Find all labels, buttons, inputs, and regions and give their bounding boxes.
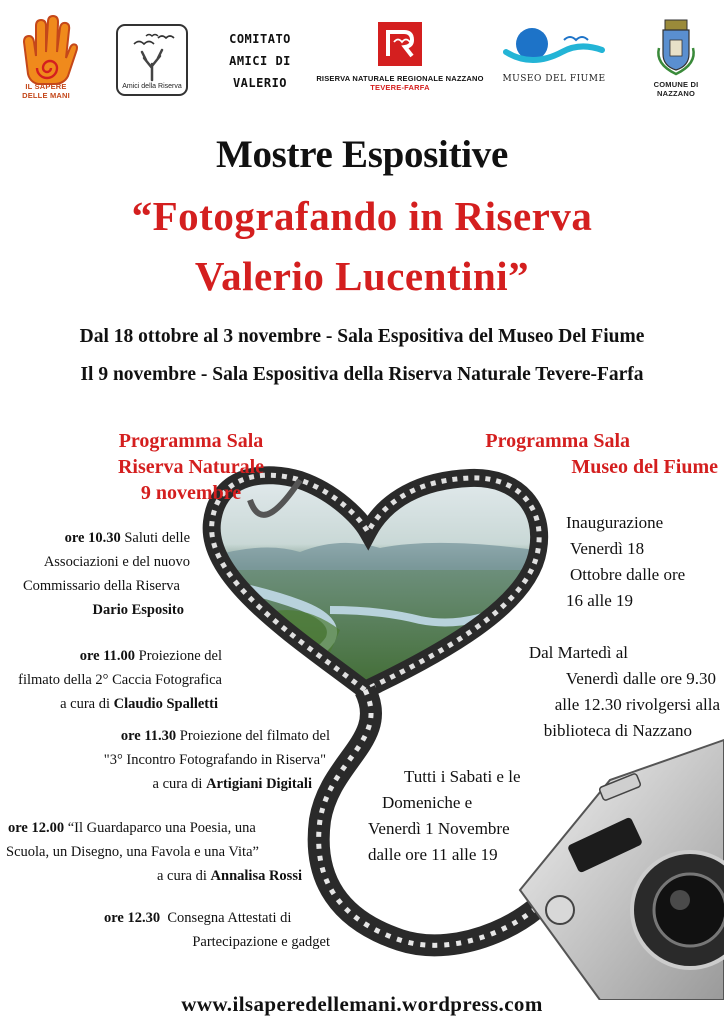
program-item-1100 — [0, 644, 222, 716]
item-time: ore 11.30 — [120, 728, 177, 744]
item-time: ore 12.30 — [104, 910, 161, 926]
item-text: Scuola, un Disegno, una Favola e una Vita” — [6, 844, 259, 860]
dates-line-2: Il 9 novembre - Sala Espositiva della Riserva Naturale Tevere-Farfa — [80, 364, 644, 385]
comune-crest-icon — [653, 18, 699, 78]
program-item-1130 — [40, 724, 330, 796]
riserva-logo-icon — [378, 22, 422, 66]
item-text: a cura di — [60, 696, 111, 712]
item-text: Partecipazione e gadget — [192, 934, 330, 950]
comune-logo — [634, 18, 718, 108]
comune-text-2: NAZZANO — [656, 89, 696, 98]
museo-logo — [496, 22, 612, 102]
riserva-logo-text-2: TEVERE-FARFA — [370, 83, 430, 92]
inaug-line-1: Inaugurazione — [566, 513, 664, 532]
item-text: a cura di — [156, 868, 207, 884]
wkend-line-1: Tutti i Sabati e le — [404, 767, 521, 786]
item-name: Dario Esposito — [92, 602, 184, 618]
program-item-1030 — [0, 526, 200, 550]
item-time: ore 11.00 — [79, 648, 136, 664]
program-item-1200 — [6, 816, 316, 888]
week-line-1: Dal Martedì al — [528, 643, 628, 662]
item-text: Commissario della Riserva — [22, 578, 180, 594]
item-text: Saluti delle — [124, 530, 190, 546]
item-text: Consegna Attestati di — [167, 910, 292, 926]
riserva-logo-text-1: RISERVA NATURALE REGIONALE NAZZANO — [316, 74, 484, 83]
weekday-hours-text — [450, 640, 722, 744]
item-text: Proiezione del — [138, 648, 222, 664]
main-title: Mostre Espositive — [215, 133, 509, 176]
right-heading-line-1: Programma Sala — [485, 430, 630, 452]
left-program-heading — [60, 428, 322, 506]
amici-logo-text: Amici della Riserva — [122, 83, 182, 90]
dates-line-1: Dal 18 ottobre al 3 novembre - Sala Espositiva del Museo Del Fiume — [79, 326, 645, 347]
item-time: ore 12.00 — [8, 820, 65, 836]
weekend-hours-text — [368, 764, 578, 868]
right-heading-line-2: Museo del Fiume — [571, 456, 718, 478]
website-url[interactable]: www.ilsaperedellemani.wordpress.com — [181, 992, 543, 1016]
week-line-4: biblioteca di Nazzano — [543, 721, 692, 740]
program-item-1030-b — [0, 550, 200, 622]
week-line-2: Venerdì dalle ore 9.30 — [565, 669, 716, 688]
item-name: Annalisa Rossi — [210, 868, 302, 884]
museo-logo-text: MUSEO DEL FIUME — [502, 74, 606, 84]
red-title-line-2: Valerio Lucentini” — [194, 253, 530, 299]
inauguration-text — [566, 510, 722, 614]
inaug-line-4: 16 alle 19 — [566, 591, 634, 610]
item-time: ore 10.30 — [64, 530, 121, 546]
item-text: Associazioni e del nuovo — [43, 554, 190, 570]
left-heading-line-1: Programma Sala — [118, 430, 264, 452]
item-text: filmato della 2° Caccia Fotografica — [18, 672, 222, 688]
red-title-line-1: “Fotografando in Riserva — [131, 193, 593, 239]
inaug-line-3: Ottobre dalle ore — [570, 565, 686, 584]
item-text: Proiezione del filmato del — [179, 728, 330, 744]
left-heading-line-3: 9 novembre — [140, 482, 242, 504]
left-heading-line-2: Riserva Naturale — [117, 456, 265, 478]
hand-logo — [14, 12, 78, 102]
comitato-logo — [214, 28, 306, 94]
wkend-line-3: Venerdì 1 Novembre — [368, 819, 510, 838]
item-name: Artigiani Digitali — [206, 776, 312, 792]
wkend-line-2: Domeniche e — [382, 793, 473, 812]
comitato-text-1: COMITATO — [229, 32, 291, 46]
museo-wave-logo-icon — [502, 22, 606, 70]
right-program-heading — [440, 428, 718, 480]
wkend-line-4: dalle ore 11 alle 19 — [368, 845, 498, 864]
item-text: "3° Incontro Fotografando in Riserva" — [103, 752, 326, 768]
week-line-3: alle 12.30 rivolgersi alla — [554, 695, 720, 714]
comitato-text-3: VALERIO — [232, 76, 288, 90]
item-text: a cura di — [152, 776, 203, 792]
hand-logo-text-2: DELLE MANI — [22, 91, 70, 100]
program-item-1230 — [104, 906, 344, 954]
inaug-line-2: Venerdì 18 — [570, 539, 645, 558]
item-text: “Il Guardaparco una Poesia, una — [67, 820, 256, 836]
item-name: Claudio Spalletti — [113, 696, 218, 712]
amici-riserva-logo — [116, 24, 188, 96]
hand-logo-text-1: IL SAPERE — [25, 82, 67, 91]
comune-text-1: COMUNE DI — [653, 80, 699, 89]
riserva-logo — [316, 22, 484, 102]
comitato-text-2: AMICI DI — [229, 54, 291, 68]
